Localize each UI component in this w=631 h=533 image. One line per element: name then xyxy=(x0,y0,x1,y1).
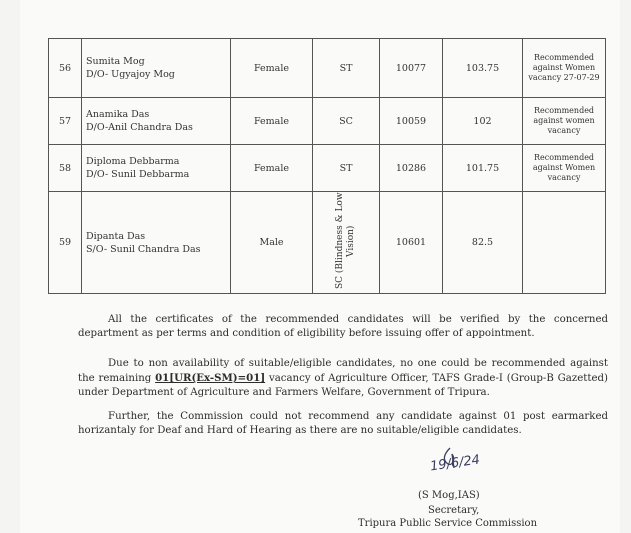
table-row xyxy=(49,192,606,294)
gender: Female xyxy=(231,39,313,98)
marks: 82.5 xyxy=(443,192,523,294)
candidate-name: Diploma Debbarma xyxy=(86,156,180,167)
serial-number: 58 xyxy=(49,145,82,192)
roll-number: 10286 xyxy=(380,145,443,192)
remark: Recommended against Women vacancy xyxy=(523,145,606,192)
signatory-name: (S Mog,IAS) xyxy=(418,490,480,501)
candidate-relation: D/O- Ugyajoy Mog xyxy=(86,69,175,80)
candidate-name-cell xyxy=(82,98,231,145)
signatory-designation: Secretary, xyxy=(428,505,480,516)
roll-number: 10059 xyxy=(380,98,443,145)
remark xyxy=(523,192,606,294)
candidate-name: Sumita Mog xyxy=(86,56,145,67)
serial-number: 59 xyxy=(49,192,82,294)
signatory-office: Tripura Public Service Commission xyxy=(358,518,538,529)
category: SC (Blindness & Low Vision) xyxy=(335,192,356,290)
roll-number: 10077 xyxy=(380,39,443,98)
paragraph-vacancy xyxy=(78,357,608,400)
paragraph-certificates: All the certificates of the recommended candidates will be verified by the concerned department as per terms and condition of eligibility before issuing offer of appointment. xyxy=(78,314,608,339)
vacancy-highlight: 01[UR(Ex-SM)=01] xyxy=(155,372,266,384)
gender: Female xyxy=(231,98,313,145)
gender: Female xyxy=(231,145,313,192)
candidate-name-cell xyxy=(82,39,231,98)
serial-number: 57 xyxy=(49,98,82,145)
category-cell xyxy=(313,192,380,294)
table-row xyxy=(49,145,606,192)
paragraph-deaf-hearing: Further, the Commission could not recommend any candidate against 01 post earmarked horizantaly for Deaf and Hard of Hearing as there are no suitable/eligible candidates. xyxy=(78,411,608,436)
remark: Recommended against Women vacancy 27-07-29 xyxy=(523,39,606,98)
table-row xyxy=(49,39,606,98)
marks: 103.75 xyxy=(443,39,523,98)
category: ST xyxy=(313,145,380,192)
remark: Recommended against women vacancy xyxy=(523,98,606,145)
category: SC xyxy=(313,98,380,145)
serial-number: 56 xyxy=(49,39,82,98)
candidate-name-cell xyxy=(82,192,231,294)
paragraph-vacancy-text-after: vacancy of Agriculture Officer, TAFS Grade-I (Group-B Gazetted) under Department of Agriculture and Farmers Welfare, Government of Tripura. xyxy=(78,373,608,398)
paragraph-vacancy-text-before: Due to non availability of suitable/eligible candidates, no one could be recommended against the remaining xyxy=(78,358,608,384)
gender: Male xyxy=(231,192,313,294)
candidate-relation: S/O- Sunil Chandra Das xyxy=(86,243,201,255)
marks: 101.75 xyxy=(443,145,523,192)
candidate-name: Dipanta Das xyxy=(86,230,146,242)
category: ST xyxy=(313,39,380,98)
candidate-name-cell xyxy=(82,145,231,192)
roll-number: 10601 xyxy=(380,192,443,294)
table-row xyxy=(49,98,606,145)
signature-date: 19/6/24 xyxy=(429,452,481,475)
results-table xyxy=(48,38,606,294)
candidate-relation: D/O-Anil Chandra Das xyxy=(86,122,193,133)
marks: 102 xyxy=(443,98,523,145)
candidate-name: Anamika Das xyxy=(86,109,150,120)
candidate-relation: D/O- Sunil Debbarma xyxy=(86,169,190,180)
